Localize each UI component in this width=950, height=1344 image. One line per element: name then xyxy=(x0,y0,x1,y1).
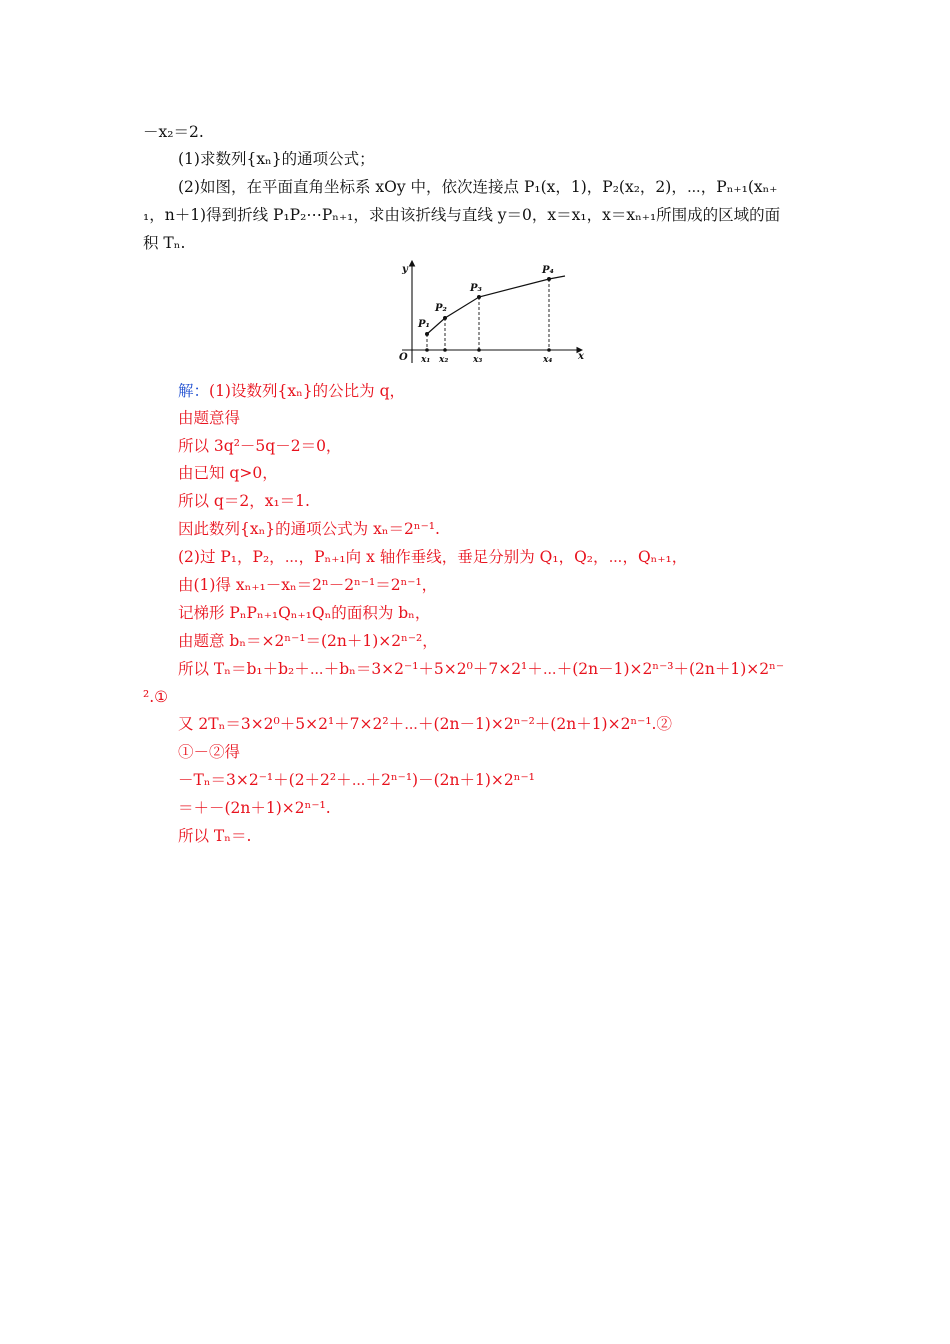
point-label-p3: P₃ xyxy=(470,283,482,294)
solution-line-4: 由已知 q>0， xyxy=(178,464,278,482)
problem-line-continuation: －x₂＝2. xyxy=(143,123,204,141)
point-p1 xyxy=(425,332,429,336)
point-p4 xyxy=(547,277,551,281)
solution-line-10: 由题意 bₙ＝×2ⁿ⁻¹＝(2n＋1)×2ⁿ⁻²， xyxy=(178,632,438,650)
problem-part2-line2: ₁，n＋1)得到折线 P₁P₂⋯Pₙ₊₁，求由该折线与直线 y＝0，x＝x₁，x＝xₙ₊₁所围成的区域的面 xyxy=(143,206,781,224)
solution-line-14: ①－②得 xyxy=(178,743,241,761)
point-p2 xyxy=(443,316,447,320)
problem-part2-line1: (2)如图，在平面直角坐标系 xOy 中，依次连接点 P₁(x，1)，P₂(x₂，2)，⋯，Pₙ₊₁(xₙ₊ xyxy=(178,178,778,196)
solution-line-8: 由(1)得 xₙ₊₁－xₙ＝2ⁿ－2ⁿ⁻¹＝2ⁿ⁻¹， xyxy=(178,576,438,594)
solution-line-7: (2)过 P₁，P₂，⋯，Pₙ₊₁向 x 轴作垂线，垂足分别为 Q₁，Q₂，⋯，Qₙ₊₁， xyxy=(178,548,688,566)
solution-lead: 解： xyxy=(178,382,210,400)
problem-part1: (1)求数列{xₙ}的通项公式； xyxy=(178,150,375,168)
tick-label-x2: x₂ xyxy=(439,355,449,365)
tick-dot-1 xyxy=(425,348,429,352)
polyline-figure xyxy=(392,255,592,369)
solution-line-13: 又 2Tₙ＝3×2⁰＋5×2¹＋7×2²＋⋯＋(2n－1)×2ⁿ⁻²＋(2n＋1)×2ⁿ⁻¹.② xyxy=(178,715,672,733)
solution-line-17: 所以 Tₙ＝. xyxy=(178,827,252,845)
tick-dot-3 xyxy=(477,348,481,352)
point-label-p2: P₂ xyxy=(435,303,447,314)
solution-line-11: 所以 Tₙ＝b₁＋b₂＋⋯＋bₙ＝3×2⁻¹＋5×2⁰＋7×2¹＋⋯＋(2n－1)×2ⁿ⁻³＋(2n＋1)×2ⁿ⁻ xyxy=(178,660,785,678)
tick-label-x1: x₁ xyxy=(421,355,431,365)
solution-line-3: 所以 3q²－5q－2＝0， xyxy=(178,437,342,455)
solution-line-6: 因此数列{xₙ}的通项公式为 xₙ＝2ⁿ⁻¹. xyxy=(178,520,440,538)
polyline-p1-p4 xyxy=(427,276,565,334)
tick-label-x4: x₄ xyxy=(543,355,553,365)
point-label-p1: P₁ xyxy=(418,319,430,330)
point-label-p4: P₄ xyxy=(542,265,554,276)
solution-line-1 xyxy=(178,381,405,401)
solution-line-5: 所以 q＝2，x₁＝1. xyxy=(178,492,310,510)
solution-line-16: ＝＋－(2n＋1)×2ⁿ⁻¹. xyxy=(178,799,331,817)
point-p3 xyxy=(477,295,481,299)
tick-dot-4 xyxy=(547,348,551,352)
tick-dot-2 xyxy=(443,348,447,352)
problem-part2-line3: 积 Tₙ. xyxy=(143,234,186,252)
y-axis-label: y xyxy=(402,264,408,275)
solution-line-15: －Tₙ＝3×2⁻¹＋(2＋2²＋⋯＋2ⁿ⁻¹)－(2n＋1)×2ⁿ⁻¹ xyxy=(178,771,535,789)
origin-label: O xyxy=(399,352,408,363)
solution-line-12: ².① xyxy=(143,688,169,706)
solution-part1-start: (1)设数列{xₙ}的公比为 q， xyxy=(209,382,405,400)
x-axis-label: x xyxy=(578,351,584,362)
solution-line-9: 记梯形 PₙPₙ₊₁Qₙ₊₁Qₙ的面积为 bₙ， xyxy=(178,604,431,622)
solution-line-2: 由题意得 xyxy=(178,409,241,427)
tick-label-x3: x₃ xyxy=(473,355,483,365)
